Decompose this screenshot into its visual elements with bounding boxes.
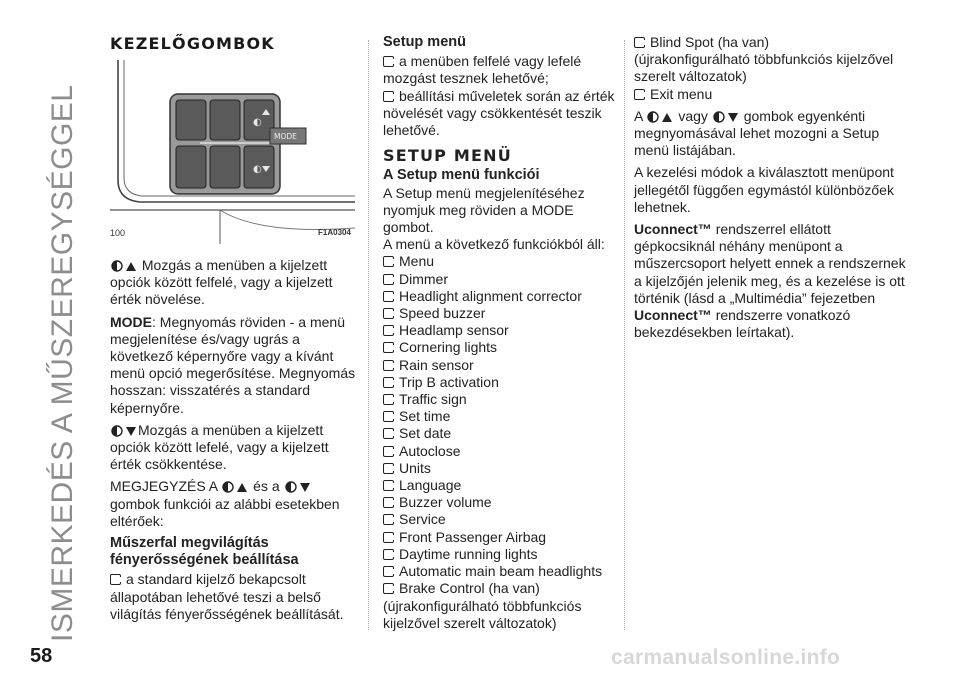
bullet-icon: [383, 532, 394, 543]
list-item: Daytime running lights: [383, 546, 617, 563]
uconnect-label: Uconnect™: [634, 221, 712, 238]
uconnect-text-2: rendszerre vonatkozó bekezdésekben leírtakat).: [634, 307, 851, 341]
side-chapter-title: ISMERKEDÉS A MŰSZEREGYSÉGGEL: [46, 84, 79, 642]
column-divider: [368, 40, 369, 630]
bullet-icon: [383, 411, 394, 422]
nav-text-1: gombok: [743, 107, 794, 124]
brightness-icon: [221, 480, 235, 494]
list-item: Brake Control (ha van): [383, 580, 617, 597]
list-item: Speed buzzer: [383, 305, 617, 322]
section-heading-setup-menu: SETUP MENÜ: [383, 146, 512, 166]
setup-bullet-1: a menüben felfelé vagy lefelé mozgást tesznek lehetővé;: [383, 53, 582, 87]
list-item: Automatic main beam headlights: [383, 563, 617, 580]
figure-number: 100: [110, 228, 126, 238]
list-item: Set date: [383, 425, 617, 442]
down-button-description: Mozgás a menüben a kijelzett opciók között lefelé, vagy a kijelzett érték csökkentése.: [110, 421, 329, 473]
list-item: Blind Spot (ha van): [634, 34, 910, 51]
list-item: Exit menu: [634, 86, 910, 103]
bullet-icon: [383, 566, 394, 577]
list-item: Dimmer: [383, 271, 617, 288]
blind-spot-note: (újrakonfigurálható többfunkciós kijelzővel szerelt változatok): [634, 51, 894, 85]
operating-modes-text: A kezelési módok a kiválasztott menüpont jellegétől függően egymástól különbözőek lehetnek.: [634, 164, 894, 215]
nav-prefix: A: [634, 107, 643, 124]
list-item: Autoclose: [383, 443, 617, 460]
svg-text:◐: ◐: [253, 117, 262, 128]
list-item: Headlamp sensor: [383, 322, 617, 339]
list-item: Units: [383, 460, 617, 477]
arrow-down-icon: [124, 424, 138, 438]
list-item: Traffic sign: [383, 391, 617, 408]
bullet-icon: [383, 377, 394, 388]
bullet-icon: [383, 91, 394, 102]
bullet-icon: [383, 325, 394, 336]
uconnect-text: rendszerrel ellátott gépkocsiknál néhány menüpont a műszercsoport helyett ennek a rendszernek a kijelzőjén jelenik meg, és a kezelése is ott történik (lásd a „Multimédia” fejezetben: [634, 221, 906, 306]
bullet-icon: [383, 291, 394, 302]
arrow-up-icon: [235, 480, 249, 494]
brightness-icon: [646, 110, 660, 124]
nav-text-2: egyenkénti megnyomásával lehet mozogni a Setup menü listájában.: [634, 107, 880, 159]
dashboard-lighting-heading: Műszerfal megvilágítás fényerősségének beállítása: [110, 535, 299, 569]
bullet-icon: [383, 480, 394, 491]
bullet-icon: [110, 574, 121, 585]
list-item: Cornering lights: [383, 339, 617, 356]
bullet-icon: [383, 342, 394, 353]
uconnect-label-2: Uconnect™: [634, 307, 712, 324]
mode-description: : Megnyomás röviden - a menü megjelenítése és/vagy ugrás a következő képernyőre vagy a kívánt menü opció megerősítése. Megnyomás hosszan: visszatérés a standard képernyőre.: [110, 313, 356, 416]
setup-functions-intro: A Setup menü megjelenítéséhez nyomjuk meg röviden a MODE gombot.: [383, 184, 585, 236]
brightness-icon: [712, 110, 726, 124]
column-2: [383, 34, 617, 637]
list-item: Service: [383, 511, 617, 528]
setup-functions-heading: A Setup menü funkciói: [383, 167, 540, 184]
bullet-icon: [383, 428, 394, 439]
list-item: Front Passenger Airbag: [383, 529, 617, 546]
arrow-up-icon: [660, 110, 674, 124]
dashboard-lighting-text: a standard kijelző bekapcsolt állapotában lehetővé teszi a belső világítás fényerősségének beállítását.: [110, 571, 344, 622]
list-item: Menu: [383, 253, 617, 270]
bullet-icon: [383, 256, 394, 267]
watermark: carmanualsonline.info: [611, 646, 841, 669]
list-item: Trip B activation: [383, 374, 617, 391]
mode-button-label: MODE: [274, 132, 297, 141]
section-heading-kezelogombok: KEZELŐGOMBOK: [110, 34, 275, 53]
column-3: [634, 34, 910, 346]
setup-menu-item-list: [383, 253, 617, 597]
bullet-icon: [383, 274, 394, 285]
nav-or: vagy: [678, 107, 708, 124]
bullet-icon: [383, 583, 394, 594]
list-item: Set time: [383, 408, 617, 425]
up-button-description: Mozgás a menüben a kijelzett opciók között felfelé, vagy a kijelzett érték növelése.: [110, 257, 333, 308]
note-and: és a: [253, 478, 280, 495]
list-item: Rain sensor: [383, 357, 617, 374]
column-1: [110, 257, 362, 628]
list-item: Buzzer volume: [383, 494, 617, 511]
brightness-icon: [110, 424, 124, 438]
figure-code: F1A0304: [318, 228, 351, 237]
column-divider: [624, 40, 625, 630]
svg-text:◐: ◐: [253, 164, 262, 175]
setup-menu-heading: Setup menü: [383, 34, 466, 50]
bullet-icon: [383, 360, 394, 371]
page-number: 58: [30, 645, 53, 667]
bullet-icon: [383, 463, 394, 474]
setup-bullet-2: beállítási műveletek során az érték növelését vagy csökkentését teszik lehetővé.: [383, 87, 615, 139]
bullet-icon: [383, 497, 394, 508]
control-buttons-figure: [110, 60, 355, 244]
arrow-up-icon: [124, 259, 138, 273]
note-prefix: MEGJEGYZÉS A: [110, 478, 218, 495]
control-buttons-illustration: [110, 60, 355, 244]
list-item: Headlight alignment corrector: [383, 288, 617, 305]
mode-label: MODE: [110, 313, 152, 330]
bullet-icon: [383, 308, 394, 319]
bullet-icon: [383, 549, 394, 560]
list-item: Language: [383, 477, 617, 494]
bullet-icon: [634, 89, 645, 100]
brake-control-note: (újrakonfigurálható többfunkciós kijelzővel szerelt változatok): [383, 597, 582, 631]
arrow-down-icon: [298, 480, 312, 494]
bullet-icon: [383, 514, 394, 525]
bullet-icon: [383, 446, 394, 457]
bullet-icon: [383, 394, 394, 405]
bullet-icon: [634, 37, 645, 48]
bullet-icon: [383, 56, 394, 67]
setup-functions-list-intro: A menü a következő funkciókból áll:: [383, 236, 605, 253]
note-text: gombok funkciói az alábbi esetekben eltérőek:: [110, 495, 340, 529]
arrow-down-icon: [726, 110, 740, 124]
brightness-icon: [110, 259, 124, 273]
brightness-icon: [284, 480, 298, 494]
